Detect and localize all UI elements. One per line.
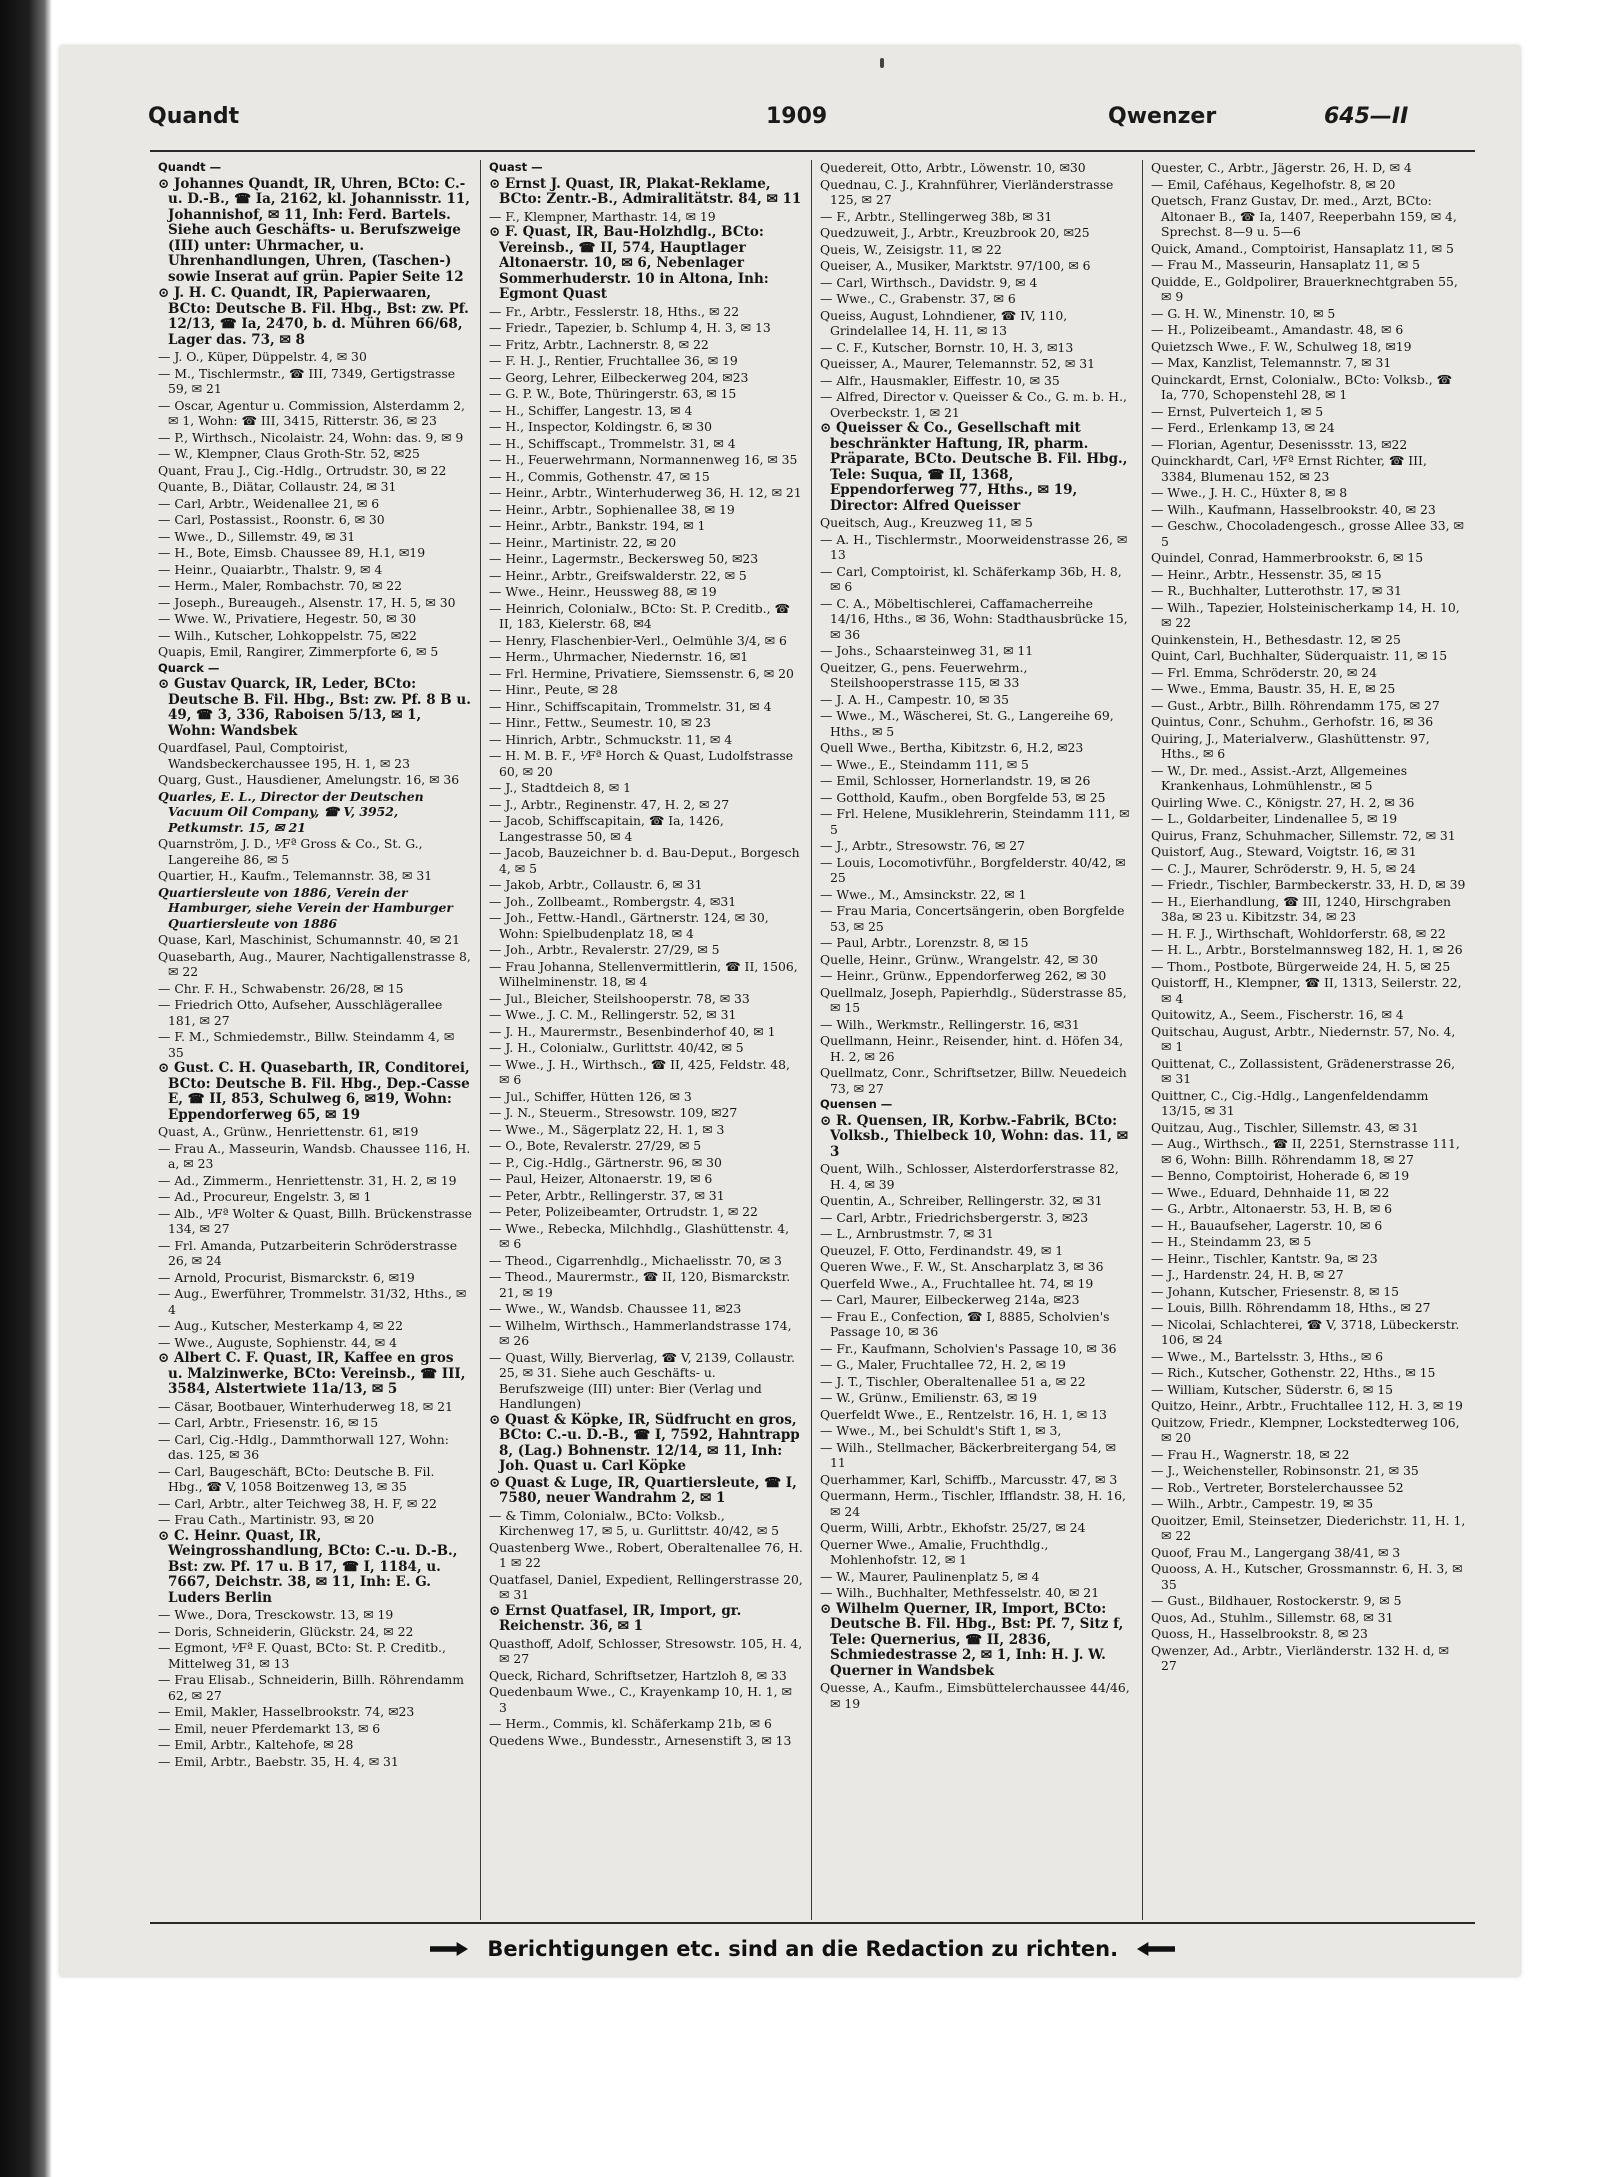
directory-entry: — Carl, Postassist., Roonstr. 6, ✉ 30 [158,512,385,527]
directory-entry: Quintus, Conr., Schuhm., Gerhofstr. 16, ✉ 36 [1151,714,1434,729]
directory-entry: — P., Wirthsch., Nicolaistr. 24, Wohn: das. 9, ✉ 9 [158,429,464,445]
directory-entry: — Alfr., Hausmakler, Eiffestr. 10, ✉ 35 [820,372,1060,388]
directory-entry: — Louis, Locomotivführ., Borgfelderstr. 40/42, ✉ 25 [820,854,1126,885]
directory-entry: — Henry, Flaschenbier-Verl., Oelmühle 3/4, ✉ 6 [489,632,787,648]
directory-entry: — Herm., Commis, kl. Schäferkamp 21b, ✉ 6 [489,1716,772,1731]
directory-entry: — Frau M., Masseurin, Hansaplatz 11, ✉ 5 [1151,257,1421,272]
directory-entry: Quednau, C. J., Krahnführer, Vierländerstrasse 125, ✉ 27 [820,176,1114,207]
directory-entry: — Wwe., Emma, Baustr. 35, H. E, ✉ 25 [1151,681,1396,696]
directory-entry: — Jul., Bleicher, Steilshooperstr. 78, ✉ 33 [489,990,750,1006]
directory-entry: — M., Tischlermstr., ☎ III, 7349, Gertigstrasse 59, ✉ 21 [158,365,456,396]
directory-entry: Queiss, August, Lohndiener, ☎ IV, 110, Grindelallee 14, H. 11, ✉ 13 [820,307,1068,338]
directory-entry: Quedereit, Otto, Arbtr., Löwenstr. 10, ✉30 [820,160,1086,175]
directory-entry: Quartier, H., Kaufm., Telemannstr. 38, ✉ 31 [158,868,433,883]
directory-entry: — Wwe., J. H., Wirthsch., ☎ II, 425, Feldstr. 48, ✉ 6 [489,1056,790,1087]
directory-entry: — Carl, Arbtr., Friesenstr. 16, ✉ 15 [158,1415,379,1430]
directory-entry: — L., Arnbrustmstr. 7, ✉ 31 [820,1226,994,1241]
directory-entry: — Joh., Zollbeamt., Rombergstr. 4, ✉31 [489,893,737,909]
directory-entry: — H., Feuerwehrmann, Normannenweg 16, ✉ 35 [489,452,798,467]
directory-entry: — & Timm, Colonialw., BCto: Volksb., Kirchenweg 17, ✉ 5, u. Gurlittstr. 40/42, ✉ 5 [489,1507,780,1538]
directory-entry: — O., Bote, Revalerstr. 27/29, ✉ 5 [489,1138,702,1153]
directory-entry: — Wilh., Stellmacher, Bäckerbreitergang 54, ✉ 11 [820,1439,1116,1470]
directory-entry: Quos, Ad., Stuhlm., Sillemstr. 68, ✉ 31 [1151,1609,1394,1625]
directory-entry: ⊙ Gustav Quarck, IR, Leder, BCto: Deutsche B. Fil. Hbg., Bst: zw. Pf. 8 B u. 49, ☎ 3, 336, Raboisen 5/13, ✉ 1, Wohn: Wandsbek [158,676,471,739]
directory-entry: Quistorf, Aug., Steward, Voigtstr. 16, ✉ 31 [1151,844,1417,859]
directory-entry: — Joseph., Bureaugeh., Alsenstr. 17, H. 5, ✉ 30 [158,594,456,610]
directory-entry: — Wwe. W., Privatiere, Hegestr. 50, ✉ 30 [158,611,417,626]
directory-entry: — Friedrich Otto, Aufseher, Ausschlägerallee 181, ✉ 27 [158,997,443,1028]
directory-entry: Querfeld Wwe., A., Fruchtallee ht. 74, ✉ 19 [820,1275,1094,1291]
directory-entry: — Wwe., J. H. C., Hüxter 8, ✉ 8 [1151,485,1348,500]
directory-entry: — Frl. Amanda, Putzarbeiterin Schröderstrasse 26, ✉ 24 [158,1237,458,1268]
directory-entry: Quint, Carl, Buchhalter, Süderquaistr. 11, ✉ 15 [1151,648,1448,663]
directory-column-3 [812,160,1143,1920]
directory-entry: Quinckardt, Ernst, Colonialw., BCto: Volksb., ☎ Ia, 770, Schopenstehl 28, ✉ 1 [1151,371,1453,402]
directory-entry: — Jul., Schiffer, Hütten 126, ✉ 3 [489,1088,692,1104]
directory-entry: Quedens Wwe., Bundesstr., Arnesenstift 3, ✉ 13 [489,1732,792,1748]
directory-entry: — C. F., Kutscher, Bornstr. 10, H. 3, ✉13 [820,339,1074,355]
directory-entry: Quoss, H., Hasselbrookstr. 8, ✉ 23 [1151,1626,1368,1641]
directory-entry: — J., Weichensteller, Robinsonstr. 21, ✉ 35 [1151,1463,1419,1478]
directory-entry: — Chr. F. H., Schwabenstr. 26/28, ✉ 15 [158,980,404,996]
directory-entry: Queiser, A., Musiker, Marktstr. 97/100, ✉ 6 [820,258,1091,273]
directory-entry: Quitschau, August, Arbtr., Niedernstr. 57, No. 4, ✉ 1 [1151,1023,1456,1054]
directory-entry: Quent, Wilh., Schlosser, Alsterdorferstrasse 82, H. 4, ✉ 39 [820,1161,1119,1192]
directory-entry: Quitzow, Friedr., Klempner, Lockstedterweg 106, ✉ 20 [1151,1414,1460,1445]
directory-entry: — Wwe., Eduard, Dehnhaide 11, ✉ 22 [1151,1184,1390,1200]
directory-entry: — Nicolai, Schlachterei, ☎ V, 3718, Lübeckerstr. 106, ✉ 24 [1151,1316,1460,1347]
pointing-hand-icon [430,1942,468,1956]
directory-entry: — Herm., Maler, Rombachstr. 70, ✉ 22 [158,578,403,593]
directory-entry: Quitzau, Aug., Tischler, Sillemstr. 43, ✉ 31 [1151,1119,1419,1135]
directory-entry: — Heinr., Arbtr., Winterhuderweg 36, H. 12, ✉ 21 [489,485,802,500]
directory-entry: — H., Polizeibeamt., Amandastr. 48, ✉ 6 [1151,322,1404,337]
directory-entry: — P., Cig.-Hdlg., Gärtnerstr. 96, ✉ 30 [489,1154,722,1170]
directory-entry: — Emil, Makler, Hasselbrookstr. 74, ✉23 [158,1704,415,1719]
directory-entry: Quellmatz, Conr., Schriftsetzer, Billw. Neuedeich 73, ✉ 27 [820,1065,1127,1096]
directory-entry: — Wwe., Heinr., Heussweg 88, ✉ 19 [489,584,717,599]
directory-entry: — Arnold, Procurist, Bismarckstr. 6, ✉19 [158,1269,415,1285]
directory-entry: — Emil, Arbtr., Baebstr. 35, H. 4, ✉ 31 [158,1753,399,1769]
directory-entry: Quatfasel, Daniel, Expedient, Rellingerstrasse 20, ✉ 31 [489,1571,803,1602]
directory-entry: — H., Inspector, Koldingstr. 6, ✉ 30 [489,419,713,434]
directory-entry: — Wwe., Auguste, Sophienstr. 44, ✉ 4 [158,1334,397,1350]
directory-entry: Queitsch, Aug., Kreuzweg 11, ✉ 5 [820,515,1033,530]
directory-entry: — Wwe., M., bei Schuldt's Stift 1, ✉ 3, [820,1423,1062,1438]
directory-entry: — Jacob, Bauzeichner b. d. Bau-Deput., Borgesch 4, ✉ 5 [489,845,800,876]
directory-entry: — Frau H., Wagnerstr. 18, ✉ 22 [1151,1446,1350,1462]
directory-entry: Qwenzer, Ad., Arbtr., Vierländerstr. 132 H. d, ✉ 27 [1151,1642,1449,1673]
directory-entry: — Wwe., Rebecka, Milchhdlg., Glashüttenstr. 4, ✉ 6 [489,1220,790,1251]
footer-notice [430,1936,1230,1966]
directory-entry: — G., Maler, Fruchtallee 72, H. 2, ✉ 19 [820,1357,1066,1372]
directory-entry: — Wwe., M., Wäscherei, St. G., Langereihe 69, Hths., ✉ 5 [820,708,1114,739]
directory-entry: — C. A., Möbeltischlerei, Caffamacherreihe 14/16, Hths., ✉ 36, Wohn: Stadthausbrücke 15, ✉ 36 [820,595,1128,642]
directory-entry: Queuzel, F. Otto, Ferdinandstr. 49, ✉ 1 [820,1242,1064,1258]
directory-entry: — Aug., Wirthsch., ☎ II, 2251, Sternstrasse 111, ✉ 6, Wohn: Billh. Röhrendamm 18, ✉ 27 [1151,1136,1460,1167]
directory-entry: Quentin, A., Schreiber, Rellingerstr. 32, ✉ 31 [820,1193,1103,1208]
directory-entry: Quoof, Frau M., Langergang 38/41, ✉ 3 [1151,1544,1401,1560]
directory-entry: Quandt — [158,160,222,174]
directory-entry: — Friedr., Tapezier, b. Schlump 4, H. 3, ✉ 13 [489,320,771,335]
directory-entry: Queisser, A., Maurer, Telemannstr. 52, ✉ 31 [820,356,1095,371]
directory-entry: — Wwe., E., Steindamm 111, ✉ 5 [820,756,1029,772]
directory-entry: — Peter, Arbtr., Rellingerstr. 37, ✉ 31 [489,1187,725,1203]
directory-entry: — Wilh., Kutscher, Lohkoppelstr. 75, ✉22 [158,627,417,643]
directory-entry: — Jakob, Arbtr., Collaustr. 6, ✉ 31 [489,877,703,892]
directory-entry: — Heinr., Grünw., Eppendorferweg 262, ✉ 30 [820,968,1107,983]
directory-entry: — Wwe., Dora, Tresckowstr. 13, ✉ 19 [158,1607,394,1622]
directory-entry: — Geschw., Chocoladengesch., grosse Allee 33, ✉ 5 [1151,518,1464,549]
directory-entry: Quirus, Franz, Schuhmacher, Sillemstr. 72, ✉ 31 [1151,827,1456,843]
directory-entry: Quitowitz, A., Seem., Fischerstr. 16, ✉ 4 [1151,1007,1404,1022]
directory-entry: Quedzuweit, J., Arbtr., Kreuzbrook 20, ✉25 [820,225,1090,240]
directory-entry: Quante, B., Diätar, Collaustr. 24, ✉ 31 [158,479,397,494]
directory-entry: — Emil, Arbtr., Kaltehofe, ✉ 28 [158,1737,354,1752]
directory-entry: — Heinr., Arbtr., Hessenstr. 35, ✉ 15 [1151,566,1382,582]
directory-entry: Quester, C., Arbtr., Jägerstr. 26, H. D, ✉ 4 [1151,160,1412,175]
directory-entry: Quastenberg Wwe., Robert, Oberaltenallee 76, H. 1 ✉ 22 [489,1539,803,1570]
directory-entry: — J. N., Steuerm., Stresowstr. 109, ✉27 [489,1105,738,1120]
directory-entry: — Frau E., Confection, ☎ I, 8885, Scholvien's Passage 10, ✉ 36 [820,1308,1110,1339]
directory-entry: ⊙ R. Quensen, IR, Korbw.-Fabrik, BCto: Volksb., Thielbeck 10, Wohn: das. 11, ✉ 3 [820,1112,1129,1160]
directory-entry: — W., Klempner, Claus Groth-Str. 52, ✉25 [158,446,420,461]
directory-entry: — J. A. H., Campestr. 10, ✉ 35 [820,691,1010,707]
directory-entry: ⊙ C. Heinr. Quast, IR, Weingrosshandlung, BCto: C.-u. D.-B., Bst: zw. Pf. 17 u. B 17, ☎ I, 1184, u. 7667, Deichstr. 38, ✉ 11, Inh: E. G. Luders Berlin [158,1527,458,1606]
directory-entry: Quinckhardt, Carl, ⅟Fª Ernst Richter, ☎ III, 3384, Blumenau 152, ✉ 23 [1151,453,1427,484]
directory-entry: Quindel, Conrad, Hammerbrookstr. 6, ✉ 15 [1151,550,1424,565]
directory-entry: — Friedr., Tischler, Barmbeckerstr. 33, H. D, ✉ 39 [1151,877,1466,892]
directory-entry: — Carl, Maurer, Eilbeckerweg 214a, ✉23 [820,1292,1080,1307]
directory-entry: — Aug., Ewerführer, Trommelstr. 31/32, Hths., ✉ 4 [158,1286,467,1317]
directory-entry: — Emil, Schlosser, Hornerlandstr. 19, ✉ 26 [820,773,1091,788]
directory-entry: Querfeldt Wwe., E., Rentzelstr. 16, H. 1, ✉ 13 [820,1406,1107,1422]
directory-entry: — Ferd., Erlenkamp 13, ✉ 24 [1151,420,1335,435]
directory-entry: — Oscar, Agentur u. Commission, Alsterdamm 2, ✉ 1, Wohn: ☎ III, 3415, Ritterstr. 36, ✉ 23 [158,397,465,428]
directory-entry: — Wwe., M., Sägerplatz 22, H. 1, ✉ 3 [489,1121,725,1137]
footer-rule [150,1922,1475,1924]
directory-entry: — Peter, Polizeibeamter, Ortrudstr. 1, ✉ 22 [489,1204,758,1219]
footer-text: Berichtigungen etc. sind an die Redaction zu richten. [487,1937,1119,1961]
directory-entry: Quedenbaum Wwe., C., Krayenkamp 10, H. 1, ✉ 3 [489,1684,792,1715]
header-year: 1909 [766,104,828,129]
directory-entry: — Frl. Hermine, Privatiere, Siemssenstr. 6, ✉ 20 [489,665,794,681]
directory-entry: Quartiersleute von 1886, Verein der Hamburger, siehe Verein der Hamburger Quartiersleute von 1886 [158,884,453,931]
directory-entry: Queitzer, G., pens. Feuerwehrm., Steilshooperstrasse 115, ✉ 33 [820,659,1028,690]
directory-entry: ⊙ F. Quast, IR, Bau-Holzhdlg., BCto: Vereinsb., ☎ II, 574, Hauptlager Altonaerstr. 10, ✉ 6, Nebenlager Sommerhuderstr. 10 in Altona, Inh: Egmont Quast [489,224,769,302]
directory-entry: — Alfred, Director v. Queisser & Co., G. m. b. H., Overbeckstr. 1, ✉ 21 [820,389,1127,420]
directory-entry: — F. M., Schmiedemstr., Billw. Steindamm 4, ✉ 35 [158,1029,455,1060]
directory-entry: Quasthoff, Adolf, Schlosser, Stresowstr. 105, H. 4, ✉ 27 [489,1635,803,1666]
directory-entry: — H., Bote, Eimsb. Chaussee 89, H.1, ✉19 [158,545,426,560]
directory-entry: Quapis, Emil, Rangirer, Zimmerpforte 6, ✉ 5 [158,644,439,659]
directory-entry: — Frau A., Masseurin, Wandsb. Chaussee 116, H. a, ✉ 23 [158,1140,471,1171]
directory-entry: — Heinr., Arbtr., Greifswalderstr. 22, ✉ 5 [489,567,747,583]
directory-entry: Quidde, E., Goldpolirer, Brauerknechtgraben 55, ✉ 9 [1151,273,1458,304]
directory-entry: Quistorff, H., Klempner, ☎ II, 1313, Seilerstr. 22, ✉ 4 [1151,975,1462,1006]
directory-column-4 [1143,160,1474,1920]
directory-entry: Quetsch, Franz Gustav, Dr. med., Arzt, BCto: Altonaer B., ☎ Ia, 1407, Reeperbahn 159, ✉ 4, Sprechst. 8—9 u. 5—6 [1151,193,1457,239]
scan-edge [0,0,52,2177]
header-left-keyword: Quandt [148,104,240,129]
directory-entry: — Florian, Agentur, Desenissstr. 13, ✉22 [1151,436,1408,452]
header-right-keyword: Qwenzer [1108,104,1217,129]
directory-entry: — Ad., Zimmerm., Henriettenstr. 31, H. 2, ✉ 19 [158,1172,457,1188]
directory-columns [150,160,1475,1920]
directory-entry: Quitzo, Heinr., Arbtr., Fruchtallee 112, H. 3, ✉ 19 [1151,1398,1463,1413]
directory-entry: — H. M. B. F., ⅟Fª Horch & Quast, Ludolfstrasse 60, ✉ 20 [489,748,794,779]
directory-entry: Querner Wwe., Amalie, Fruchthdlg., Mohlenhofstr. 12, ✉ 1 [820,1536,1049,1567]
directory-entry: — Hinr., Fettw., Seumestr. 10, ✉ 23 [489,715,712,730]
directory-entry: — Ernst, Pulverteich 1, ✉ 5 [1151,403,1324,419]
directory-entry: Quarnström, J. D., ⅟Fª Gross & Co., St. G., Langereihe 86, ✉ 5 [158,836,423,867]
directory-entry: ⊙ Ernst J. Quast, IR, Plakat-Reklame, BCto: Zentr.-B., Admiralitätstr. 84, ✉ 11 [489,175,802,207]
directory-entry: — Heinr., Tischler, Kantstr. 9a, ✉ 23 [1151,1250,1378,1266]
directory-entry: — Frau Cath., Martinistr. 93, ✉ 20 [158,1512,375,1527]
directory-entry: — Georg, Lehrer, Eilbeckerweg 204, ✉23 [489,369,749,385]
directory-entry: ⊙ Gust. C. H. Quasebarth, IR, Conditorei, BCto: Deutsche B. Fil. Hbg., Dep.-Casse E, ☎ II, 853, Schulweg 6, ✉19, Wohn: Eppendorferweg 65, ✉ 19 [158,1060,470,1123]
directory-entry: — Frau Maria, Concertsängerin, oben Borgfelde 53, ✉ 25 [820,903,1125,934]
directory-entry: — Paul, Heizer, Altonaerstr. 19, ✉ 6 [489,1171,713,1186]
directory-entry: Quesse, A., Kaufm., Eimsbüttelerchaussee 44/46, ✉ 19 [820,1680,1130,1711]
directory-entry: — W., Maurer, Paulinenplatz 5, ✉ 4 [820,1568,1040,1584]
directory-entry: — H., Bauaufseher, Lagerstr. 10, ✉ 6 [1151,1217,1383,1233]
directory-entry: — A. H., Tischlermstr., Moorweidenstrasse 26, ✉ 13 [820,531,1128,562]
directory-entry: — Quast, Willy, Bierverlag, ☎ V, 2139, Collaustr. 25, ✉ 31. Siehe auch Geschäfts- u. Berufszweige (III) unter: Bier (Verlag und Handlungen) [489,1349,795,1411]
directory-entry: — F., Klempner, Marthastr. 14, ✉ 19 [489,208,716,224]
directory-entry: — Thom., Postbote, Bürgerweide 24, H. 5, ✉ 25 [1151,958,1451,974]
directory-entry: — C. J., Maurer, Schröderstr. 9, H. 5, ✉ 24 [1151,860,1416,876]
directory-entry: — Frau Elisab., Schneiderin, Billh. Röhrendamm 62, ✉ 27 [158,1672,464,1703]
scan-mark [880,58,884,68]
directory-entry: — Heinrich, Colonialw., BCto: St. P. Creditb., ☎ II, 183, Kielerstr. 68, ✉4 [489,600,790,631]
directory-entry: — H., Schiffscapt., Trommelstr. 31, ✉ 4 [489,435,736,451]
directory-entry: — R., Buchhalter, Lutterothstr. 17, ✉ 31 [1151,583,1402,598]
directory-entry: Quasebarth, Aug., Maurer, Nachtigallenstrasse 8, ✉ 22 [158,948,471,979]
directory-entry: — Frl. Helene, Musiklehrerin, Steindamm 111, ✉ 5 [820,806,1130,837]
directory-entry: ⊙ Ernst Quatfasel, IR, Import, gr. Reichenstr. 36, ✉ 1 [489,1602,742,1634]
directory-entry: Quast — [489,160,543,174]
directory-entry: — G. H. W., Minenstr. 10, ✉ 5 [1151,305,1336,321]
directory-entry: Quarck — [158,660,220,675]
directory-entry: Quast, A., Grünw., Henriettenstr. 61, ✉19 [158,1124,419,1139]
directory-entry: Quant, Frau J., Cig.-Hdlg., Ortrudstr. 30, ✉ 22 [158,462,447,478]
directory-entry: — Wilh., Kaufmann, Hasselbrookstr. 40, ✉ 23 [1151,501,1436,517]
directory-entry: ⊙ Johannes Quandt, IR, Uhren, BCto: C.-u. D.-B., ☎ Ia, 2162, kl. Johannisstr. 11, Johannishof, ✉ 11, Inh: Ferd. Bartels. Siehe auch Geschäfts- u. Berufszweige (III) unter: Uhrmacher, u. Uhrenhandlungen, Uhren, (Taschen-) sowie Inserat auf grün. Papier Seite 12 [158,175,470,285]
directory-entry: — L., Goldarbeiter, Lindenallee 5, ✉ 19 [1151,811,1398,826]
directory-entry: — Hinrich, Arbtr., Schmuckstr. 11, ✉ 4 [489,731,733,747]
directory-entry: — Carl, Baugeschäft, BCto: Deutsche B. Fil. Hbg., ☎ V, 1058 Boitzenweg 13, ✉ 35 [158,1463,435,1494]
directory-entry: — Gotthold, Kaufm., oben Borgfelde 53, ✉ 25 [820,789,1106,805]
directory-entry: — Heinr., Arbtr., Sophienallee 38, ✉ 19 [489,501,735,517]
directory-entry: — Carl, Wirthsch., Davidstr. 9, ✉ 4 [820,274,1038,290]
directory-entry: Quase, Karl, Maschinist, Schumannstr. 40, ✉ 21 [158,932,460,947]
directory-entry: Quick, Amand., Comptoirist, Hansaplatz 11, ✉ 5 [1151,240,1454,256]
directory-entry: — W., Dr. med., Assist.-Arzt, Allgemeines Krankenhaus, Lohmühlenstr., ✉ 5 [1151,762,1408,793]
directory-entry: — Aug., Kutscher, Mesterkamp 4, ✉ 22 [158,1318,403,1333]
directory-entry: Quermann, Herm., Tischler, Ifflandstr. 38, H. 16, ✉ 24 [820,1488,1127,1519]
directory-entry: — Wwe., J. C. M., Rellingerstr. 52, ✉ 31 [489,1007,737,1022]
directory-entry: — William, Kutscher, Süderstr. 6, ✉ 15 [1151,1381,1393,1397]
directory-entry: Quirling Wwe. C., Königstr. 27, H. 2, ✉ 36 [1151,794,1415,810]
directory-entry: — Louis, Billh. Röhrendamm 18, Hths., ✉ 27 [1151,1300,1431,1315]
directory-entry: — Carl, Arbtr., alter Teichweg 38, H. F, ✉ 22 [158,1495,437,1511]
directory-entry: — Max, Kanzlist, Telemannstr. 7, ✉ 31 [1151,355,1392,370]
directory-entry: ⊙ Albert C. F. Quast, IR, Kaffee en gros u. Malzinwerke, BCto: Vereinsb., ☎ III, 3584, Alstertwiete 11a/13, ✉ 5 [158,1350,466,1397]
directory-entry: — Gust., Bildhauer, Rostockerstr. 9, ✉ 5 [1151,1593,1402,1608]
directory-entry: Querm, Willi, Arbtr., Ekhofstr. 25/27, ✉ 24 [820,1520,1086,1535]
directory-entry: — Rich., Kutscher, Gothenstr. 22, Hths., ✉ 15 [1151,1365,1436,1380]
directory-entry: — Rob., Vertreter, Borstelerchaussee 52 [1151,1479,1404,1495]
directory-entry: Quelle, Heinr., Grünw., Wrangelstr. 42, ✉ 30 [820,951,1098,967]
directory-entry: — G. P. W., Bote, Thüringerstr. 63, ✉ 15 [489,386,737,401]
directory-entry: — Frl. Emma, Schröderstr. 20, ✉ 24 [1151,664,1377,680]
directory-entry: — Wilh., Werkmstr., Rellingerstr. 16, ✉31 [820,1016,1080,1032]
directory-entry: — J., Stadtdeich 8, ✉ 1 [489,780,631,795]
directory-entry: ⊙ Quast & Köpke, IR, Südfrucht en gros, BCto: C.-u. D.-B., ☎ I, 7592, Hahntrapp 8, (Lag.) Bohnenstr. 12/14, ✉ 11, Inh: Joh. Quast u. Carl Köpke [489,1411,800,1474]
directory-entry: Quittenat, C., Zollassistent, Grädenerstrasse 26, ✉ 31 [1151,1055,1456,1086]
directory-entry: — J., Arbtr., Reginenstr. 47, H. 2, ✉ 27 [489,796,730,812]
directory-entry: — H. L., Arbtr., Borstelmannsweg 182, H. 1, ✉ 26 [1151,942,1463,957]
directory-entry: — Hinr., Schiffscapitain, Trommelstr. 31, ✉ 4 [489,698,772,714]
directory-entry: Quell Wwe., Bertha, Kibitzstr. 6, H.2, ✉23 [820,740,1084,755]
directory-entry: — Benno, Comptoirist, Hoherade 6, ✉ 19 [1151,1168,1410,1183]
directory-entry: — Emil, Caféhaus, Kegelhofstr. 8, ✉ 20 [1151,176,1396,192]
directory-entry: — Egmont, ⅟Fª F. Quast, BCto: St. P. Creditb., Mittelweg 31, ✉ 13 [158,1640,446,1671]
directory-entry: ⊙ Queisser & Co., Gesellschaft mit beschränkter Haftung, IR, pharm. Präparate, BCto. Deutsche B. Fil. Hbg., Tele: Suqua, ☎ II, 1368, Eppendorferweg 77, Hths., ✉ 19, Director: Alfred Queisser [820,420,1128,514]
directory-entry: Queck, Richard, Schriftsetzer, Hartzloh 8, ✉ 33 [489,1667,787,1683]
directory-entry: — Wilh., Tapezier, Holsteinischerkamp 14, H. 10, ✉ 22 [1151,599,1460,630]
directory-entry: — Hinr., Peute, ✉ 28 [489,682,618,697]
pointing-hand-icon [1137,1942,1175,1956]
directory-entry: Querhammer, Karl, Schiffb., Marcusstr. 47, ✉ 3 [820,1471,1118,1487]
directory-entry: Quiring, J., Materialverw., Glashüttenstr. 97, Hths., ✉ 6 [1151,730,1430,761]
directory-entry: — Joh., Arbtr., Revalerstr. 27/29, ✉ 5 [489,942,720,957]
directory-entry: — H., Commis, Gothenstr. 47, ✉ 15 [489,468,710,484]
directory-column-1 [150,160,481,1920]
directory-entry: — G., Arbtr., Altonaerstr. 53, H. B, ✉ 6 [1151,1201,1393,1216]
directory-entry: ⊙ J. H. C. Quandt, IR, Papierwaaren, BCto: Deutsche B. Fil. Hbg., Bst: zw. Pf. 12/13, ☎ Ia, 2470, b. d. Mühren 66/68, Lager das. 73, ✉ 8 [158,285,469,348]
directory-entry: ⊙ Wilhelm Querner, IR, Import, BCto: Deutsche B. Fil. Hbg., Bst: Pf. 7, Sitz f, Tele: Quernerius, ☎ II, 2836, Schmiedestrasse 2, ✉ 1, Inh: H. J. W. Querner in Wandsbek [820,1600,1124,1679]
directory-entry: — Wwe., C., Grabenstr. 37, ✉ 6 [820,291,1016,306]
directory-entry: — J., Hardenstr. 24, H. B, ✉ 27 [1151,1267,1344,1282]
directory-entry: — Fritz, Arbtr., Lachnerstr. 8, ✉ 22 [489,336,709,352]
directory-entry: Quellmalz, Joseph, Papierhdlg., Süderstrasse 85, ✉ 15 [820,984,1127,1015]
directory-entry: — H., Eierhandlung, ☎ III, 1240, Hirschgraben 38a, ✉ 23 u. Kibitzstr. 34, ✉ 23 [1151,893,1452,924]
directory-entry: Queis, W., Zeisigstr. 11, ✉ 22 [820,241,1002,257]
directory-entry: — Alb., ⅟Fª Wolter & Quast, Billh. Brückenstrasse 134, ✉ 27 [158,1205,472,1236]
directory-entry: — Carl, Comptoirist, kl. Schäferkamp 36b, H. 8, ✉ 6 [820,563,1122,594]
header-rule [150,150,1475,152]
directory-entry: — Herm., Uhrmacher, Niedernstr. 16, ✉1 [489,649,749,664]
directory-entry: — J. T., Tischler, Oberaltenallee 51 a, ✉ 22 [820,1373,1086,1389]
directory-entry: — Heinr., Quaiarbtr., Thalstr. 9, ✉ 4 [158,561,383,577]
directory-entry: — Fr., Kaufmann, Scholvien's Passage 10, ✉ 36 [820,1340,1117,1356]
directory-entry: — J. H., Colonialw., Gurlittstr. 40/42, ✉ 5 [489,1040,744,1055]
directory-entry: — Carl, Cig.-Hdlg., Dammthorwall 127, Wohn: das. 125, ✉ 36 [158,1431,449,1462]
directory-entry: Quarg, Gust., Hausdiener, Amelungstr. 16, ✉ 36 [158,772,460,787]
directory-column-2 [481,160,812,1920]
directory-entry: — Emil, neuer Pferdemarkt 13, ✉ 6 [158,1720,381,1736]
directory-entry: — Wilh., Buchhalter, Methfesselstr. 40, ✉ 21 [820,1585,1100,1600]
directory-entry: — Wilh., Arbtr., Campestr. 19, ✉ 35 [1151,1496,1374,1511]
directory-entry: — Carl, Arbtr., Friedrichsbergerstr. 3, ✉23 [820,1209,1089,1225]
directory-entry: — Doris, Schneiderin, Glückstr. 24, ✉ 22 [158,1623,414,1639]
directory-entry: — Ad., Procureur, Engelstr. 3, ✉ 1 [158,1189,372,1204]
page-number: 645—II [1324,104,1409,129]
directory-entry: Quittner, C., Cig.-Hdlg., Langenfeldendamm 13/15, ✉ 31 [1151,1087,1429,1118]
directory-entry: Quellmann, Heinr., Reisender, hint. d. Höfen 34, H. 2, ✉ 26 [820,1033,1124,1064]
directory-entry: — Gust., Arbtr., Billh. Röhrendamm 175, ✉ 27 [1151,697,1440,713]
directory-entry: — Paul, Arbtr., Lorenzstr. 8, ✉ 15 [820,935,1029,950]
directory-entry: Quensen — [820,1097,893,1111]
directory-entry: Quinkenstein, H., Bethesdastr. 12, ✉ 25 [1151,631,1401,647]
running-head [120,104,1480,138]
directory-entry: — Heinr., Arbtr., Bankstr. 194, ✉ 1 [489,518,706,533]
directory-entry: — Wwe., M., Amsinckstr. 22, ✉ 1 [820,886,1027,902]
directory-entry: Quarles, E. L., Director der Deutschen Vacuum Oil Company, ☎ V, 3952, Petkumstr. 15, ✉ 21 [158,788,424,835]
directory-entry: — Wwe., W., Wandsb. Chaussee 11, ✉23 [489,1301,742,1316]
directory-entry: — J. H., Maurermstr., Besenbinderhof 40, ✉ 1 [489,1023,776,1039]
directory-entry: — Carl, Arbtr., Weidenallee 21, ✉ 6 [158,495,380,511]
directory-entry: ⊙ Quast & Luge, IR, Quartiersleute, ☎ I, 7580, neuer Wandrahm 2, ✉ 1 [489,1474,797,1506]
directory-entry: Quardfasel, Paul, Comptoirist, Wandsbeckerchaussee 195, H. 1, ✉ 23 [158,740,410,771]
directory-entry: — Wwe., M., Bartelsstr. 3, Hths., ✉ 6 [1151,1348,1384,1364]
directory-entry: — Johann, Kutscher, Friesenstr. 8, ✉ 15 [1151,1283,1400,1299]
directory-entry: — Cäsar, Bootbauer, Winterhuderweg 18, ✉ 21 [158,1398,453,1414]
directory-entry: — Heinr., Martinistr. 22, ✉ 20 [489,534,677,550]
directory-entry: — W., Grünw., Emilienstr. 63, ✉ 19 [820,1390,1037,1405]
directory-entry: — Johs., Schaarsteinweg 31, ✉ 11 [820,643,1034,658]
directory-entry: Queren Wwe., F. W., St. Anscharplatz 3, ✉ 36 [820,1259,1104,1274]
directory-entry: — H., Steindamm 23, ✉ 5 [1151,1234,1312,1249]
directory-entry: — Theod., Cigarrenhdlg., Michaelisstr. 70, ✉ 3 [489,1252,782,1268]
directory-entry: — H., Schiffer, Langestr. 13, ✉ 4 [489,402,693,418]
directory-entry: Quooss, A. H., Kutscher, Grossmannstr. 6, H. 3, ✉ 35 [1151,1561,1463,1592]
directory-entry: — Heinr., Lagermstr., Beckersweg 50, ✉23 [489,551,759,566]
directory-entry: — F., Arbtr., Stellingerweg 38b, ✉ 31 [820,208,1053,224]
directory-entry: — Wilhelm, Wirthsch., Hammerlandstrasse 174, ✉ 26 [489,1317,792,1348]
directory-entry: — Joh., Fettw.-Handl., Gärtnerstr. 124, ✉ 30, Wohn: Spielbudenplatz 18, ✉ 4 [489,910,769,941]
directory-entry: — Frau Johanna, Stellenvermittlerin, ☎ II, 1506, Wilhelminenstr. 18, ✉ 4 [489,958,798,989]
directory-entry: — Fr., Arbtr., Fesslerstr. 18, Hths., ✉ 22 [489,303,740,319]
directory-entry: — J., Arbtr., Stresowstr. 76, ✉ 27 [820,838,1025,853]
directory-entry: Quietzsch Wwe., F. W., Schulweg 18, ✉19 [1151,338,1412,354]
directory-entry: — F. H. J., Rentier, Fruchtallee 36, ✉ 19 [489,353,738,368]
directory-entry: Quoitzer, Emil, Steinsetzer, Diederichstr. 11, H. 1, ✉ 22 [1151,1512,1466,1543]
directory-entry: — H. F. J., Wirthschaft, Wohldorferstr. 68, ✉ 22 [1151,925,1446,941]
directory-entry: — J. O., Küper, Düppelstr. 4, ✉ 30 [158,349,367,364]
directory-entry: — Theod., Maurermstr., ☎ II, 120, Bismarckstr. 21, ✉ 19 [489,1269,791,1300]
directory-entry: — Wwe., D., Sillemstr. 49, ✉ 31 [158,528,356,544]
directory-entry: — Jacob, Schiffscapitain, ☎ Ia, 1426, Langestrasse 50, ✉ 4 [489,813,724,844]
